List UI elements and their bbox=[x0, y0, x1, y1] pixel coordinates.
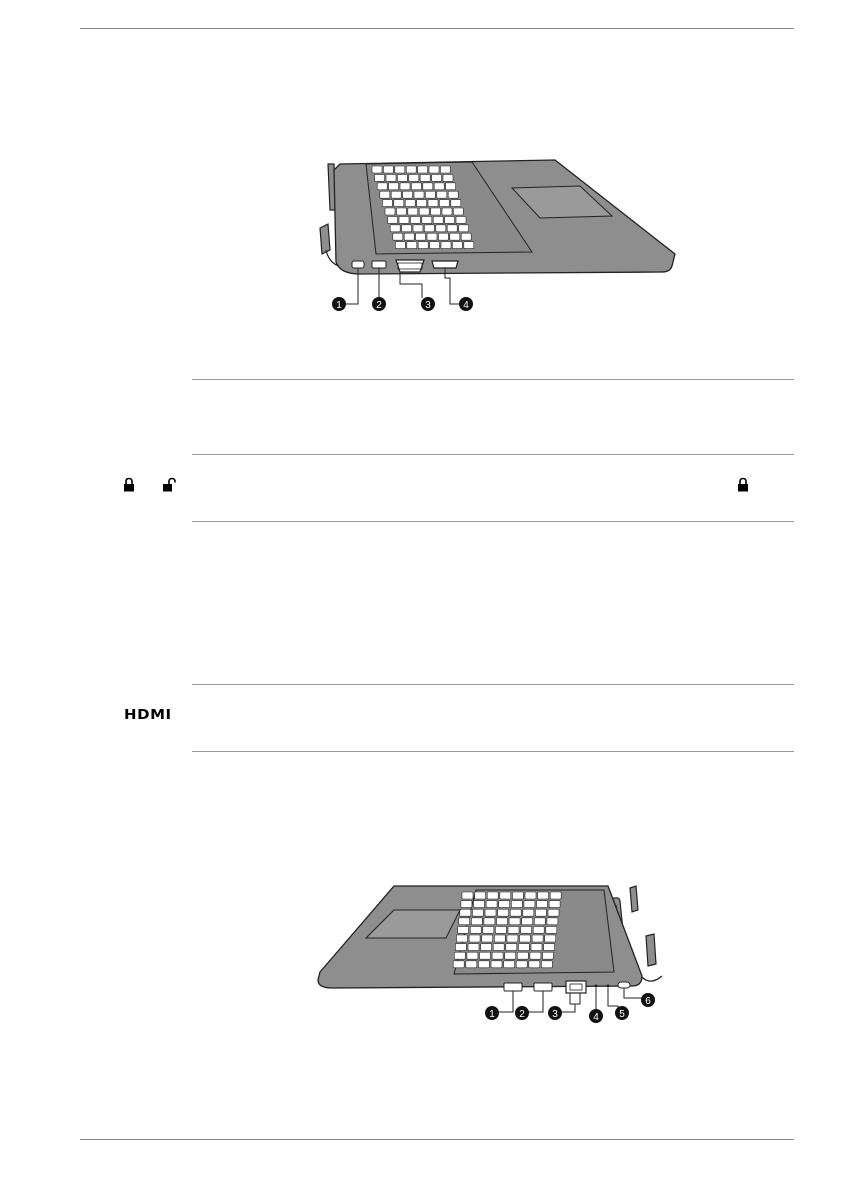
svg-text:4: 4 bbox=[593, 1012, 599, 1023]
keyboard-key bbox=[516, 961, 527, 968]
keyboard-key bbox=[453, 208, 463, 215]
keyboard-key bbox=[417, 200, 427, 207]
keyboard-key bbox=[423, 183, 433, 190]
keyboard-key bbox=[506, 944, 517, 951]
keyboard-key bbox=[397, 174, 407, 181]
keyboard-key bbox=[507, 935, 518, 942]
keyboard-key bbox=[393, 233, 403, 240]
table-rule-4 bbox=[192, 684, 794, 685]
keyboard-key bbox=[529, 961, 540, 968]
keyboard-key bbox=[530, 952, 541, 959]
keyboard-key bbox=[420, 174, 430, 181]
keyboard-key bbox=[504, 961, 515, 968]
keyboard-key bbox=[464, 242, 474, 249]
lock-icon bbox=[123, 477, 135, 492]
callout-2 bbox=[515, 1006, 529, 1020]
table-rule-2 bbox=[192, 454, 794, 455]
keyboard-key bbox=[462, 892, 473, 899]
keyboard-key bbox=[404, 233, 414, 240]
keyboard-key bbox=[445, 216, 455, 223]
keyboard-key bbox=[484, 918, 495, 925]
keyboard-key bbox=[534, 918, 545, 925]
keyboard-key bbox=[491, 961, 502, 968]
keyboard-key bbox=[544, 944, 555, 951]
keyboard-key bbox=[531, 944, 542, 951]
keyboard-key bbox=[416, 233, 426, 240]
callout-3 bbox=[421, 297, 435, 311]
keyboard-key bbox=[388, 216, 398, 223]
keyboard-key bbox=[520, 935, 531, 942]
keyboard-key bbox=[446, 183, 456, 190]
keyboard-key bbox=[486, 901, 497, 908]
callout-5 bbox=[615, 1006, 629, 1020]
svg-text:6: 6 bbox=[645, 996, 651, 1007]
keyboard-key bbox=[413, 225, 423, 232]
keyboard-key bbox=[402, 225, 412, 232]
svg-text:3: 3 bbox=[425, 300, 431, 311]
keyboard-key bbox=[411, 183, 421, 190]
keyboard-key bbox=[451, 200, 461, 207]
keyboard-key bbox=[431, 208, 441, 215]
keyboard-key bbox=[472, 909, 483, 916]
keyboard-key bbox=[461, 233, 471, 240]
keyboard-key bbox=[494, 935, 505, 942]
left-side-figure bbox=[300, 150, 690, 320]
keyboard-key bbox=[532, 935, 543, 942]
keyboard-key bbox=[434, 183, 444, 190]
keyboard-key bbox=[400, 183, 410, 190]
keyboard-key bbox=[543, 952, 554, 959]
svg-text:2: 2 bbox=[376, 300, 382, 311]
keyboard-key bbox=[518, 944, 529, 951]
keyboard-key bbox=[475, 892, 486, 899]
keyboard-key bbox=[439, 200, 449, 207]
keyboard-key bbox=[427, 233, 437, 240]
keyboard-key bbox=[537, 901, 548, 908]
header-rule bbox=[80, 28, 794, 29]
lock-icon-inline bbox=[737, 477, 749, 492]
keyboard-key bbox=[545, 935, 556, 942]
keyboard-key bbox=[471, 918, 482, 925]
keyboard-key bbox=[459, 225, 469, 232]
svg-text:2: 2 bbox=[519, 1009, 525, 1020]
keyboard-key bbox=[440, 166, 450, 173]
keyboard-key bbox=[533, 926, 544, 933]
callout-1 bbox=[332, 297, 346, 311]
keyboard-key bbox=[466, 961, 477, 968]
keyboard-key bbox=[468, 944, 479, 951]
keyboard-key bbox=[469, 935, 480, 942]
hdmi-logo: HDMI bbox=[124, 708, 172, 723]
unlock-icon bbox=[162, 477, 177, 492]
keyboard-key bbox=[458, 926, 469, 933]
keyboard-key bbox=[443, 174, 453, 181]
keyboard-key bbox=[482, 935, 493, 942]
keyboard-key bbox=[394, 200, 404, 207]
keyboard-key bbox=[396, 208, 406, 215]
keyboard-key bbox=[478, 961, 489, 968]
keyboard-key bbox=[538, 892, 549, 899]
keyboard-key bbox=[509, 918, 520, 925]
keyboard-key bbox=[524, 901, 535, 908]
keyboard-key bbox=[497, 918, 508, 925]
callout-4 bbox=[459, 297, 473, 311]
keyboard-key bbox=[437, 191, 447, 198]
keyboard-key bbox=[375, 174, 385, 181]
keyboard-key bbox=[422, 216, 432, 223]
keyboard-key bbox=[395, 166, 405, 173]
keyboard-key bbox=[467, 952, 478, 959]
keyboard-key bbox=[523, 909, 534, 916]
keyboard-key bbox=[499, 901, 510, 908]
keyboard-key bbox=[450, 233, 460, 240]
keyboard-key bbox=[418, 166, 428, 173]
keyboard-key bbox=[511, 901, 522, 908]
keyboard-key bbox=[405, 200, 415, 207]
table-rule-5 bbox=[192, 751, 794, 752]
callout-6 bbox=[641, 993, 655, 1007]
keyboard-key bbox=[407, 242, 417, 249]
keyboard-key bbox=[498, 909, 509, 916]
table-rule-1 bbox=[192, 379, 794, 380]
keyboard-key bbox=[512, 892, 523, 899]
keyboard-key bbox=[391, 191, 401, 198]
keyboard-key bbox=[474, 901, 485, 908]
keyboard-key bbox=[430, 242, 440, 249]
keyboard-key bbox=[517, 952, 528, 959]
keyboard-key bbox=[425, 191, 435, 198]
keyboard-key bbox=[410, 216, 420, 223]
keyboard-key bbox=[461, 901, 472, 908]
svg-text:1: 1 bbox=[489, 1009, 495, 1020]
keyboard-key bbox=[485, 909, 496, 916]
keyboard-key bbox=[409, 174, 419, 181]
callout-2 bbox=[372, 297, 386, 311]
keyboard-key bbox=[441, 242, 451, 249]
keyboard-key bbox=[447, 225, 457, 232]
keyboard-key bbox=[487, 892, 498, 899]
keyboard-key bbox=[386, 174, 396, 181]
table-rule-3 bbox=[192, 521, 794, 522]
keyboard-key bbox=[470, 926, 481, 933]
keyboard-key bbox=[500, 892, 511, 899]
keyboard-key bbox=[389, 183, 399, 190]
keyboard-key bbox=[521, 926, 532, 933]
keyboard-key bbox=[456, 216, 466, 223]
right-side-figure bbox=[312, 880, 672, 1030]
callout-3 bbox=[548, 1006, 562, 1020]
keyboard-key bbox=[522, 918, 533, 925]
svg-text:3: 3 bbox=[552, 1009, 558, 1020]
keyboard-key bbox=[408, 208, 418, 215]
keyboard-key bbox=[480, 952, 491, 959]
callout-1 bbox=[485, 1006, 499, 1020]
keyboard-key bbox=[525, 892, 536, 899]
keyboard-key bbox=[383, 166, 393, 173]
keyboard-key bbox=[492, 952, 503, 959]
keyboard-key bbox=[448, 191, 458, 198]
keyboard-key bbox=[385, 208, 395, 215]
keyboard-key bbox=[436, 225, 446, 232]
keyboard-key bbox=[460, 909, 471, 916]
svg-text:1: 1 bbox=[336, 300, 342, 311]
keyboard-key bbox=[541, 961, 552, 968]
keyboard-key bbox=[459, 918, 470, 925]
keyboard-key bbox=[550, 892, 561, 899]
keyboard-key bbox=[457, 935, 468, 942]
keyboard-key bbox=[455, 944, 466, 951]
keyboard-key bbox=[382, 200, 392, 207]
footer-rule bbox=[80, 1139, 794, 1140]
keyboard-key bbox=[549, 901, 560, 908]
keyboard-key bbox=[377, 183, 387, 190]
keyboard-key bbox=[508, 926, 519, 933]
keyboard-key bbox=[547, 918, 558, 925]
keyboard-key bbox=[429, 166, 439, 173]
svg-text:5: 5 bbox=[619, 1009, 625, 1020]
keyboard-key bbox=[535, 909, 546, 916]
keyboard-key bbox=[493, 944, 504, 951]
keyboard-key bbox=[438, 233, 448, 240]
keyboard-key bbox=[390, 225, 400, 232]
keyboard-key bbox=[432, 174, 442, 181]
keyboard-key bbox=[510, 909, 521, 916]
keyboard-key bbox=[380, 191, 390, 198]
keyboard-key bbox=[452, 242, 462, 249]
keyboard-key bbox=[419, 208, 429, 215]
keyboard-key bbox=[481, 944, 492, 951]
callout-4 bbox=[589, 1009, 603, 1023]
keyboard-key bbox=[414, 191, 424, 198]
keyboard-key bbox=[495, 926, 506, 933]
keyboard-key bbox=[548, 909, 559, 916]
keyboard-key bbox=[418, 242, 428, 249]
keyboard-key bbox=[372, 166, 382, 173]
keyboard-key bbox=[428, 200, 438, 207]
keyboard-key bbox=[403, 191, 413, 198]
keyboard-key bbox=[433, 216, 443, 223]
keyboard-key bbox=[483, 926, 494, 933]
svg-text:4: 4 bbox=[463, 300, 469, 311]
keyboard-key bbox=[399, 216, 409, 223]
keyboard-key bbox=[424, 225, 434, 232]
keyboard-key bbox=[453, 961, 464, 968]
keyboard-key bbox=[505, 952, 516, 959]
keyboard-key bbox=[546, 926, 557, 933]
keyboard-key bbox=[395, 242, 405, 249]
keyboard-key bbox=[442, 208, 452, 215]
keyboard-key bbox=[454, 952, 465, 959]
keyboard-key bbox=[406, 166, 416, 173]
